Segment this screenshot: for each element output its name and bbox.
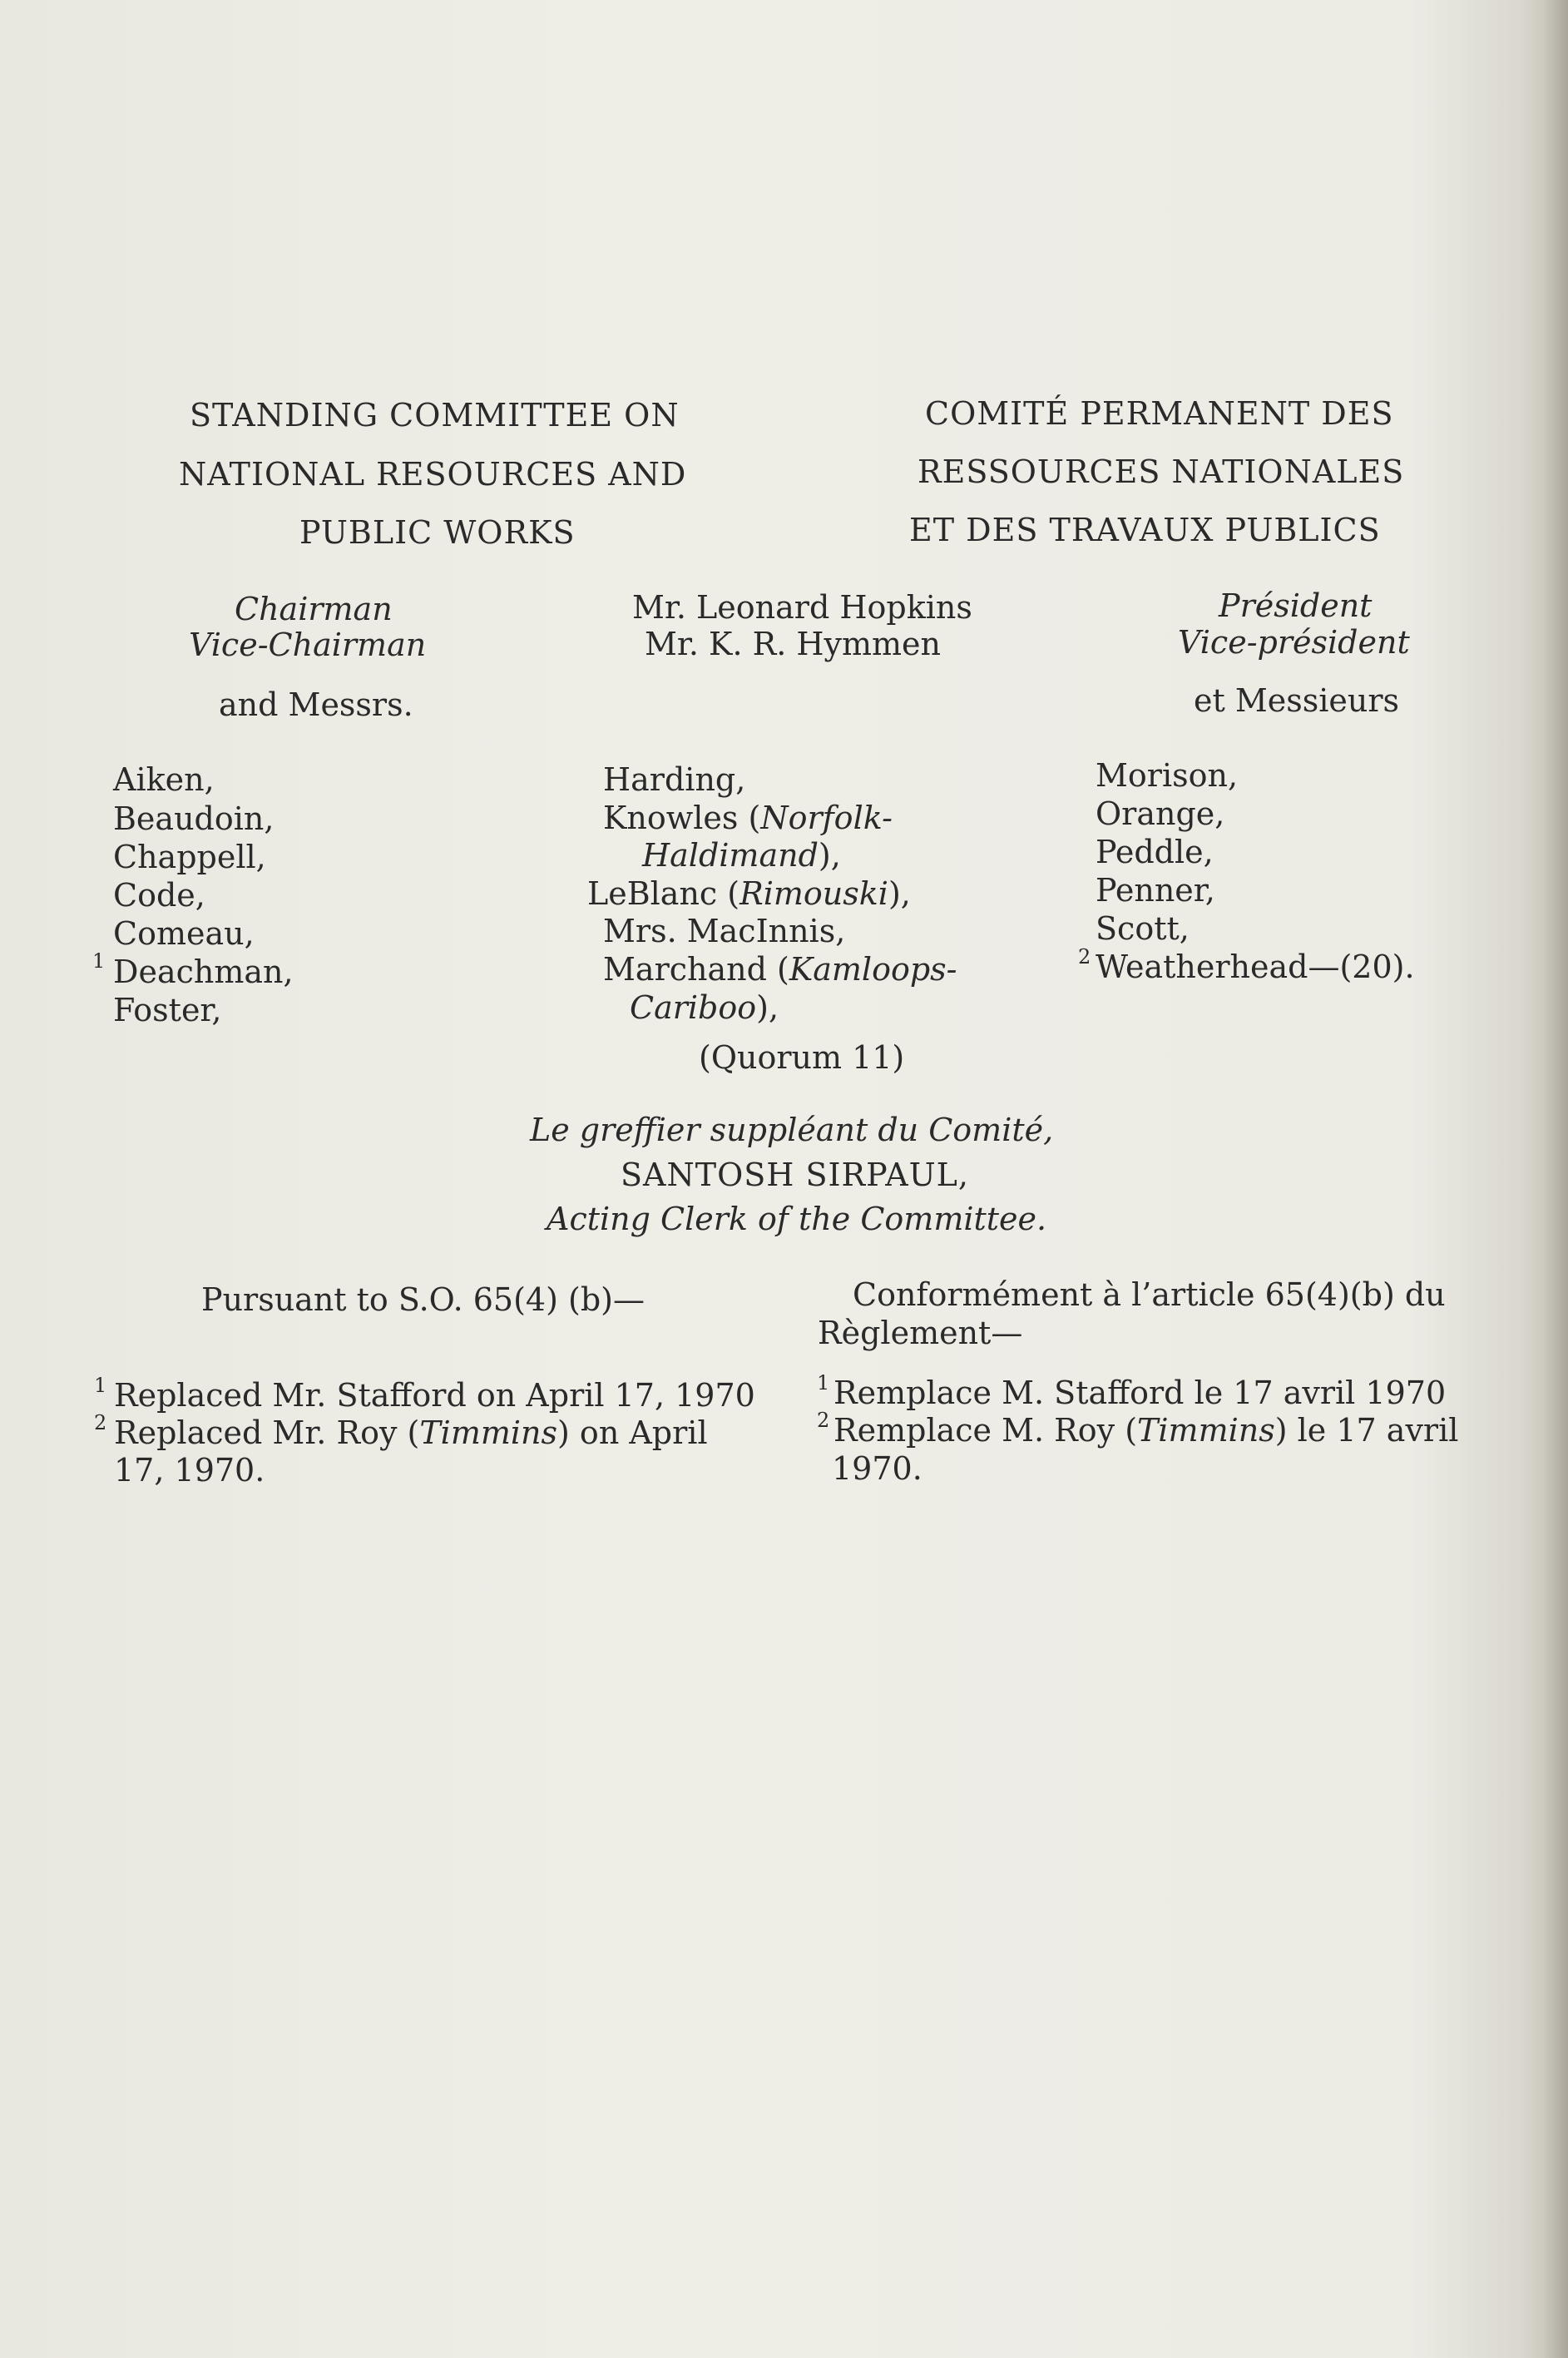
et-messieurs: et Messieurs: [1194, 682, 1400, 719]
member-harding: Harding,: [603, 761, 746, 798]
note-en-2: Replaced Mr. Roy (Timmins) on April: [114, 1414, 708, 1451]
chairman-name: Mr. Leonard Hopkins: [632, 589, 972, 626]
member-penner: Penner,: [1096, 872, 1215, 909]
fr-title-line-1: COMITÉ PERMANENT DES: [925, 395, 1394, 432]
en-title-line-2: NATIONAL RESOURCES AND: [179, 456, 687, 493]
member-knowles: Knowles (Norfolk-: [603, 800, 893, 836]
pursuant-fr-line-1: Conformément à l’article 65(4)(b) du: [853, 1276, 1446, 1313]
en-title-line-1: STANDING COMMITTEE ON: [190, 397, 680, 433]
en-title-line-3: PUBLIC WORKS: [299, 514, 576, 551]
note-fr-1: Remplace M. Stafford le 17 avril 1970: [833, 1375, 1447, 1411]
member-weatherhead: Weatherhead—(20).: [1096, 949, 1415, 985]
member-leblanc: LeBlanc (Rimouski),: [587, 875, 911, 912]
president-label: Président: [1219, 587, 1373, 624]
fr-title-line-3: ET DES TRAVAUX PUBLICS: [909, 512, 1381, 548]
member-orange: Orange,: [1096, 795, 1225, 832]
note-fr-2: Remplace M. Roy (Timmins) le 17 avril: [833, 1412, 1459, 1449]
clerk-title-fr: Le greffier suppléant du Comité,: [530, 1112, 1054, 1148]
clerk-title-en: Acting Clerk of the Committee.: [547, 1201, 1047, 1237]
member-deachman: Deachman,: [113, 954, 294, 990]
note-en-2-marker: 2: [94, 1411, 107, 1434]
vice-chairman-label: Vice-Chairman: [189, 627, 427, 663]
chairman-label: Chairman: [235, 591, 393, 627]
member-marchand-riding: Cariboo),: [630, 989, 779, 1026]
member-macinnis: Mrs. MacInnis,: [603, 913, 846, 949]
member-beaudoin: Beaudoin,: [113, 800, 275, 837]
member-knowles-riding: Haldimand),: [642, 837, 841, 874]
member-foster: Foster,: [113, 992, 222, 1028]
member-morison: Morison,: [1096, 757, 1239, 794]
note-fr-1-marker: 1: [817, 1371, 830, 1394]
vice-chairman-name: Mr. K. R. Hymmen: [645, 626, 942, 662]
member-scott: Scott,: [1096, 910, 1190, 947]
clerk-name: SANTOSH SIRPAUL,: [621, 1157, 969, 1193]
member-aiken: Aiken,: [113, 761, 215, 798]
and-messrs: and Messrs.: [219, 686, 413, 723]
note-en-1: Replaced Mr. Stafford on April 17, 1970: [114, 1377, 755, 1414]
member-peddle: Peddle,: [1096, 834, 1214, 870]
note-en-2-cont: 17, 1970.: [114, 1452, 265, 1489]
note-fr-2-cont: 1970.: [832, 1450, 922, 1487]
page-spine-shadow: [1541, 0, 1568, 2358]
member-chappell: Chappell,: [113, 839, 266, 875]
pursuant-fr-line-2: Règlement—: [818, 1315, 1023, 1351]
note-fr-2-marker: 2: [817, 1409, 830, 1432]
member-comeau: Comeau,: [113, 915, 255, 952]
member-code: Code,: [113, 877, 205, 914]
quorum: (Quorum 11): [699, 1039, 905, 1076]
fr-title-line-2: RESSOURCES NATIONALES: [918, 453, 1405, 490]
footnote-marker-1: 1: [92, 949, 106, 973]
member-marchand: Marchand (Kamloops-: [603, 951, 957, 988]
note-en-1-marker: 1: [94, 1374, 107, 1397]
pursuant-en: Pursuant to S.O. 65(4) (b)—: [201, 1281, 645, 1318]
vice-president-label: Vice-président: [1178, 624, 1410, 661]
footnote-marker-2: 2: [1078, 945, 1091, 968]
